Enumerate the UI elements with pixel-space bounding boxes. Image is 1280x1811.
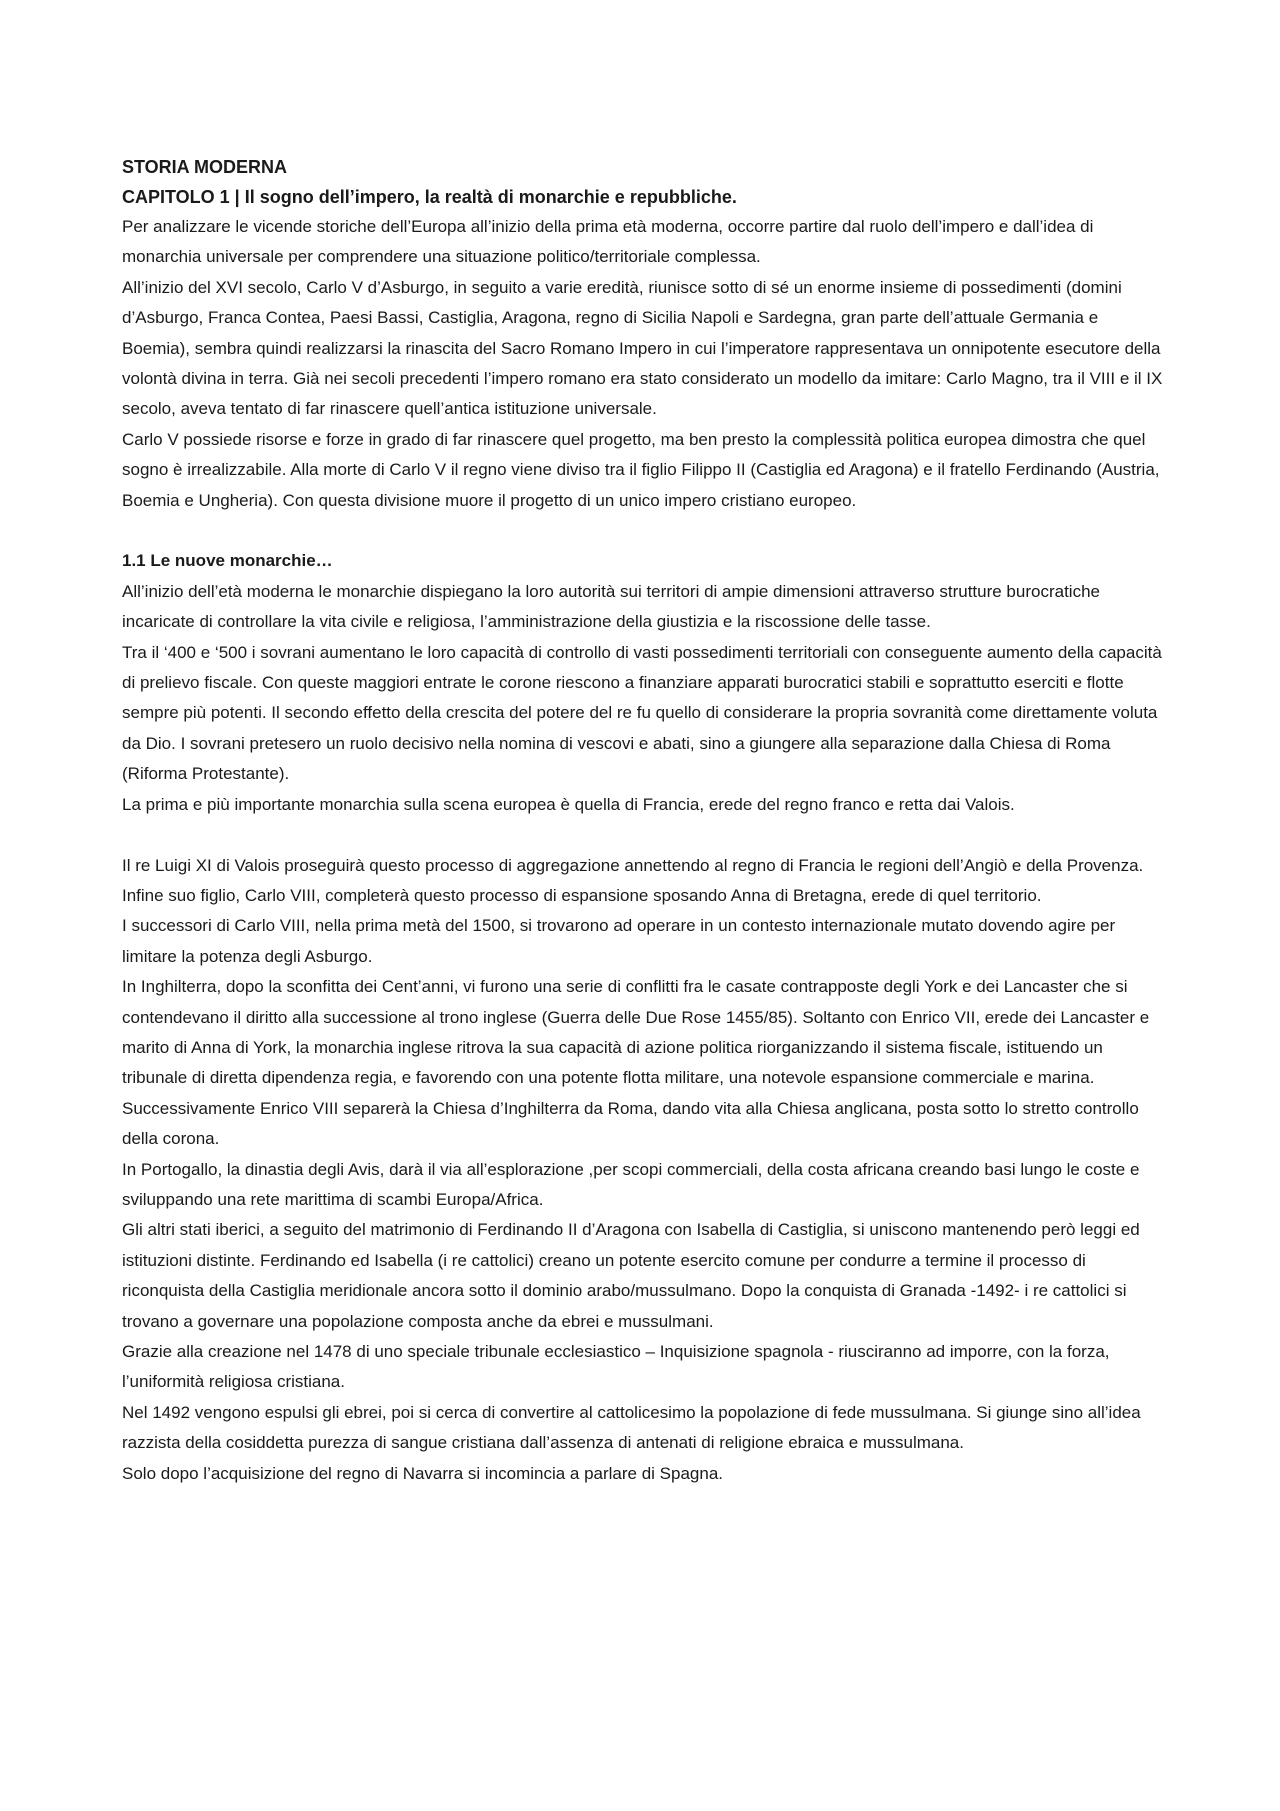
paragraph: Nel 1492 vengono espulsi gli ebrei, poi si cerca di convertire al cattolicesimo la popolazione di fede mussulmana. Si giunge sino all’idea razzista della cosiddetta purezza di sangue cristiana dall’assenza di antenati di religione ebraica e mussulmana.: [122, 1402, 1141, 1453]
paragraph: All’inizio dell’età moderna le monarchie dispiegano la loro autorità sui territori di ampie dimensioni attraverso strutture burocratiche incaricate di controllare la vita civile e religiosa, l’amministrazione della giustizia e la riscossione delle tasse.: [122, 581, 1100, 632]
chapter-title: CAPITOLO 1 | Il sogno dell’impero, la realtà di monarchie e repubbliche.: [122, 187, 737, 207]
paragraph: Carlo V possiede risorse e forze in grado di far rinascere quel progetto, ma ben presto la complessità politica europea dimostra che quel sogno è irrealizzabile. Alla morte di Carlo V il regno viene diviso tra il figlio Filippo II (Castiglia ed Aragona) e il fratello Ferdinando (Austria, Boemia e Ungheria). Con questa divisione muore il progetto di un unico impero cristiano europeo.: [122, 429, 1160, 510]
paragraph-spacer: [122, 516, 1170, 546]
paragraph: In Inghilterra, dopo la sconfitta dei Cent’anni, vi furono una serie di conflitti fra le casate contrapposte degli York e dei Lancaster che si contendevano il diritto alla successione al trono inglese (Guerra delle Due Rose 1455/85). Soltanto con Enrico VII, erede dei Lancaster e marito di Anna di York, la monarchia inglese ritrova la sua capacità di azione politica riorganizzando il sistema fiscale, istituendo un tribunale di diretta dipendenza regia, e favorendo con una potente flotta militare, una notevole espansione commerciale e marina. Successivamente Enrico VIII separerà la Chiesa d’Inghilterra da Roma, dando vita alla Chiesa anglicana, posta sotto lo stretto controllo della corona.: [122, 977, 1150, 1149]
paragraph: La prima e più importante monarchia sulla scena europea è quella di Francia, erede del regno franco e retta dai Valois.: [122, 794, 1015, 814]
document-page: [122, 152, 1170, 1489]
paragraph: Per analizzare le vicende storiche dell’Europa all’inizio della prima età moderna, occorre partire dal ruolo dell’impero e dall’idea di monarchia universale per comprendere una situazione politico/territoriale complessa.: [122, 217, 1094, 267]
paragraph: Tra il ‘400 e ‘500 i sovrani aumentano le loro capacità di controllo di vasti possedimenti territoriali con conseguente aumento della capacità di prelievo fiscale. Con queste maggiori entrate le corone riescono a finanziare apparati burocratici stabili e soprattutto eserciti e flotte sempre più potenti. Il secondo effetto della crescita del potere del re fu quello di considerare la propria sovranità come direttamente voluta da Dio. I sovrani pretesero un ruolo decisivo nella nomina di vescovi e abati, sino a giungere alla separazione dalla Chiesa di Roma (Riforma Protestante).: [122, 642, 1162, 784]
paragraph: Gli altri stati iberici, a seguito del matrimonio di Ferdinando II d’Aragona con Isabella di Castiglia, si uniscono mantenendo però leggi ed istituzioni distinte. Ferdinando ed Isabella (i re cattolici) creano un potente esercito comune per condurre a termine il processo di riconquista della Castiglia meridionale ancora sotto il dominio arabo/mussulmano. Dopo la conquista di Granada -1492- i re cattolici si trovano a governare una popolazione composta anche da ebrei e mussulmani.: [122, 1220, 1140, 1331]
paragraph: Il re Luigi XI di Valois proseguirà questo processo di aggregazione annettendo al regno di Francia le regioni dell’Angiò e della Provenza. Infine suo figlio, Carlo VIII, completerà questo processo di espansione sposando Anna di Bretagna, erede di quel territorio.: [122, 855, 1144, 905]
paragraph: Solo dopo l’acquisizione del regno di Navarra si incomincia a parlare di Spagna.: [122, 1463, 724, 1483]
paragraph: I successori di Carlo VIII, nella prima metà del 1500, si trovarono ad operare in un contesto internazionale mutato dovendo agire per limitare la potenza degli Asburgo.: [122, 916, 1116, 966]
document-title: STORIA MODERNA: [122, 157, 288, 177]
section-title: 1.1 Le nuove monarchie…: [122, 551, 333, 571]
paragraph: Grazie alla creazione nel 1478 di uno speciale tribunale ecclesiastico – Inquisizione spagnola - riusciranno ad imporre, con la forza, l’uniformità religiosa cristiana.: [122, 1342, 1110, 1392]
paragraph-spacer: [122, 820, 1170, 850]
paragraph: In Portogallo, la dinastia degli Avis, darà il via all’esplorazione ,per scopi commerciali, della costa africana creando basi lungo le coste e sviluppando una rete marittima di scambi Europa/Africa.: [122, 1159, 1140, 1209]
paragraph: All’inizio del XVI secolo, Carlo V d’Asburgo, in seguito a varie eredità, riunisce sotto di sé un enorme insieme di possedimenti (domini d’Asburgo, Franca Contea, Paesi Bassi, Castiglia, Aragona, regno di Sicilia Napoli e Sardegna, gran parte dell’attuale Germania e Boemia), sembra quindi realizzarsi la rinascita del Sacro Romano Impero in cui l’imperatore rappresentava un onnipotente esecutore della volontà divina in terra. Già nei secoli precedenti l’impero romano era stato considerato un modello da imitare: Carlo Magno, tra il VIII e il IX secolo, aveva tentato di far rinascere quell’antica istituzione universale.: [122, 277, 1163, 419]
